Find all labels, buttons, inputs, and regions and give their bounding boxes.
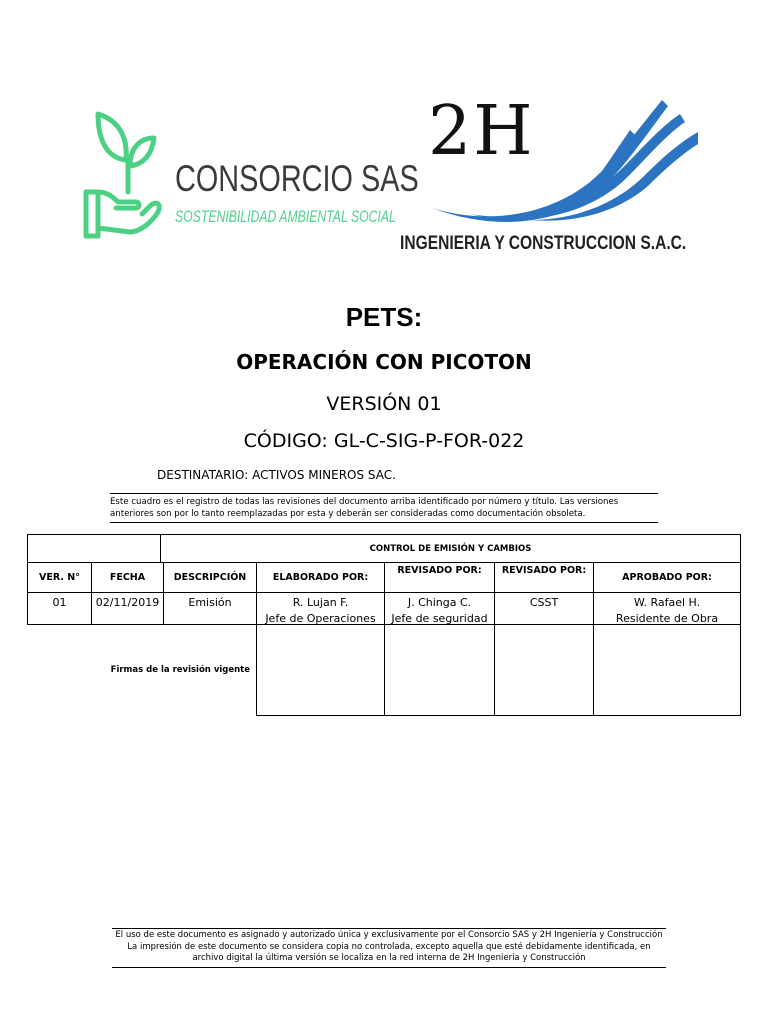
document-code: CÓDIGO: GL-C-SIG-P-FOR-022 — [243, 430, 525, 452]
consorcio-logo-subtitle: SOSTENIBILIDAD AMBIENTAL SOCIAL — [175, 207, 396, 226]
approved-name: W. Rafael H. — [633, 596, 701, 609]
revision-notice: Este cuadro es el registro de todas las revisiones del documento arriba identificado por número y título. Las versiones anteriores son por lo tanto reemplazadas por esta y deberán ser consideradas como documentación obsoleta. — [110, 493, 658, 523]
document-title: PETS: — [345, 302, 423, 332]
cell-description-text: Emisión — [188, 596, 232, 609]
prepared-name: R. Lujan F. — [292, 596, 349, 609]
cell-approved — [593, 592, 741, 625]
document-footer: El uso de este documento es asignado y autorizado única y exclusivamente por el Consorcio SAS y 2H Ingeniería y Construcción La impresión de este documento se considera copia no controlada, excepto aquella que esté debidamente identificada, en archivo digital la última versión se localiza en la red interna de 2H Ingeniería y Construcción — [112, 928, 666, 968]
2h-logo-mark: 2H — [428, 92, 535, 171]
document-recipient: DESTINATARIO: ACTIVOS MINEROS SAC. — [157, 468, 396, 482]
document-subtitle: OPERACIÓN CON PICOTON — [236, 350, 532, 374]
table-corner-cell — [27, 534, 161, 563]
cell-date-text: 02/11/2019 — [95, 596, 160, 609]
cell-reviewed-2 — [494, 592, 594, 625]
header-description: DESCRIPCIÓN — [163, 562, 257, 593]
cell-ver — [27, 592, 92, 625]
approved-role: Residente de Obra — [615, 612, 719, 625]
blue-wave-icon — [428, 92, 700, 226]
emission-control-table — [27, 534, 741, 716]
signature-reviewed-2 — [494, 624, 594, 716]
signature-approved — [593, 624, 741, 716]
reviewed1-name: J. Chinga C. — [407, 596, 472, 609]
signature-prepared — [256, 624, 385, 716]
header-ver: VER. N° — [27, 562, 92, 593]
reviewed2-name: CSST — [529, 596, 559, 609]
signature-reviewed-1 — [384, 624, 495, 716]
header-date: FECHA — [91, 562, 164, 593]
signatures-label: Firmas de la revisión vigente — [110, 665, 250, 675]
2h-ingenieria-logo — [400, 92, 700, 262]
cell-date — [91, 592, 164, 625]
cell-prepared — [256, 592, 385, 625]
table-title: CONTROL DE EMISIÓN Y CAMBIOS — [160, 534, 741, 563]
header-approved: APROBADO POR: — [593, 562, 741, 593]
document-version: VERSIÓN 01 — [326, 393, 442, 415]
cell-reviewed-1 — [384, 592, 495, 625]
prepared-role: Jefe de Operaciones — [265, 612, 376, 625]
header-reviewed-2: REVISADO POR: — [494, 562, 594, 593]
consorcio-logo-name: CONSORCIO SAS — [175, 158, 419, 199]
header-reviewed-1: REVISADO POR: — [384, 562, 495, 593]
header-prepared: ELABORADO POR: — [256, 562, 385, 593]
cell-description — [163, 592, 257, 625]
hand-with-plant-icon — [78, 100, 178, 250]
consorcio-sas-logo — [78, 100, 419, 250]
reviewed1-role: Jefe de seguridad — [391, 612, 488, 625]
cell-ver-text: 01 — [52, 596, 67, 609]
2h-logo-name: INGENIERIA Y CONSTRUCCION S.A.C. — [400, 233, 687, 254]
